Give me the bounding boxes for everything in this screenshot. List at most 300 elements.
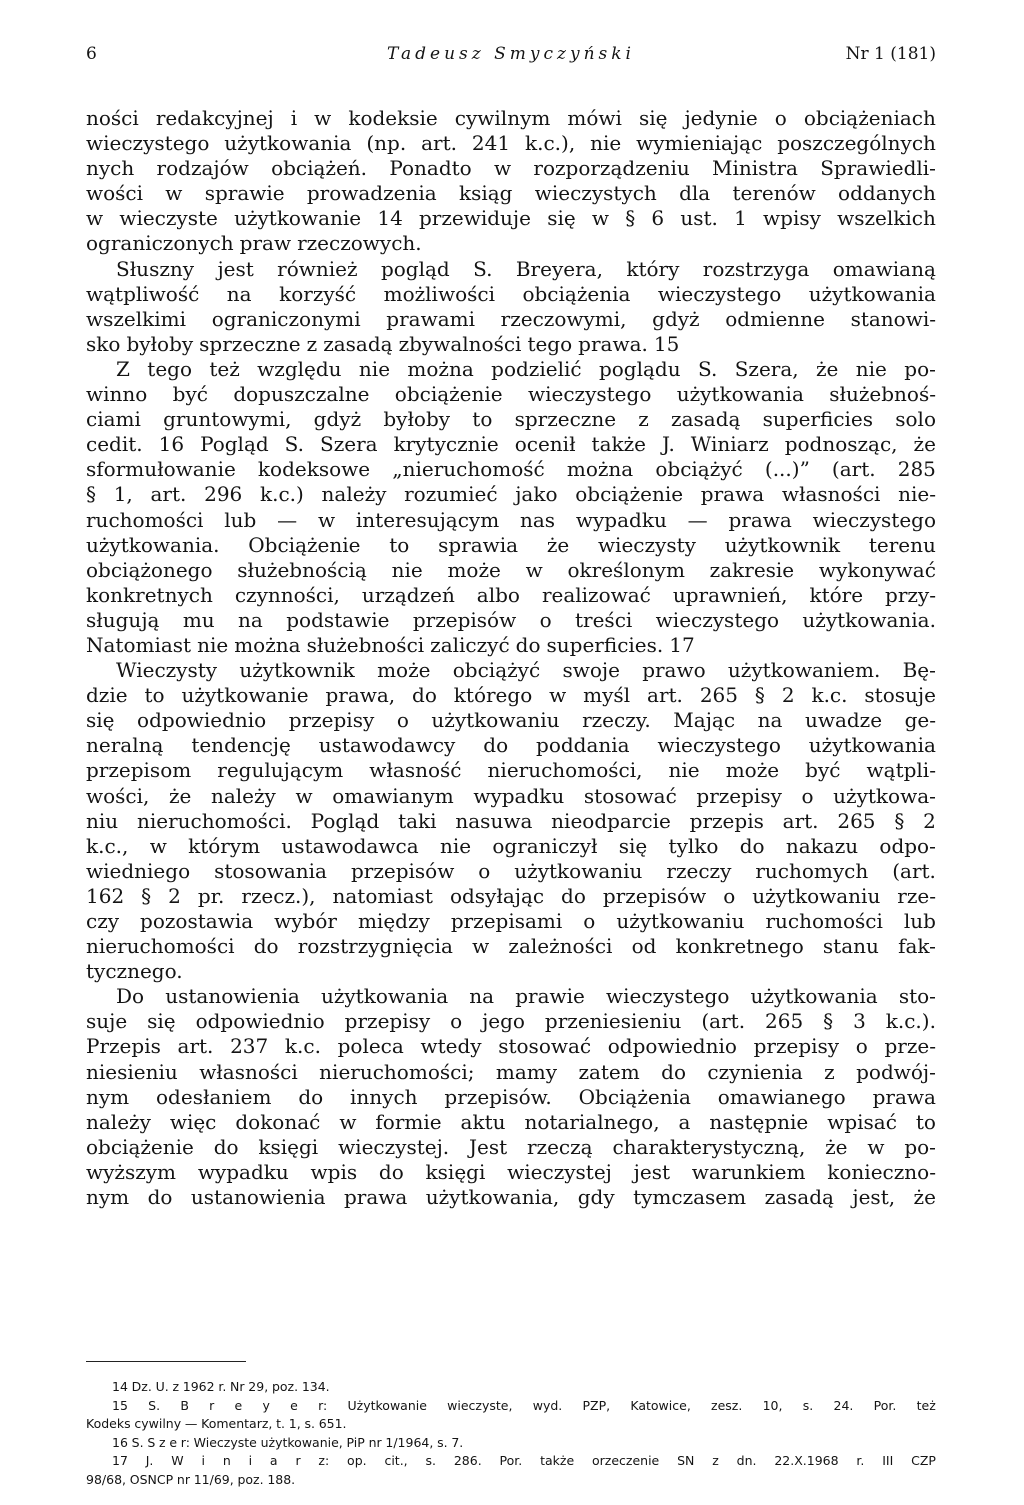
word: zatem — [578, 1059, 640, 1084]
word: do — [378, 1159, 404, 1184]
word: Nr — [230, 1379, 245, 1394]
word: ustawodawcy — [318, 733, 456, 758]
word: 286. — [453, 1453, 482, 1468]
word: można — [234, 632, 301, 657]
text-line — [86, 307, 936, 332]
word: taki — [398, 808, 437, 833]
word: mamy — [495, 1059, 558, 1084]
word: cedit. — [86, 432, 143, 457]
word: przepisów — [412, 607, 517, 632]
footnote-line — [86, 1452, 936, 1471]
word: uprawnień, — [672, 582, 788, 607]
word: art. — [421, 131, 457, 156]
word: o — [583, 909, 596, 933]
word: obciążenie — [86, 1134, 194, 1159]
word: ruchomości — [765, 909, 883, 933]
word: czynności, — [234, 582, 340, 607]
word: nie — [855, 356, 887, 381]
word: cywilny — [134, 1416, 182, 1431]
word: sprawia — [438, 532, 519, 557]
word: użytkowania — [808, 281, 936, 306]
word: w — [867, 1134, 885, 1159]
word: użytkowania — [224, 131, 352, 156]
word: 2 — [781, 683, 795, 708]
word: J. — [661, 432, 675, 457]
word: tendencję — [191, 733, 291, 758]
word: wieczyste — [119, 206, 218, 231]
word: którego — [453, 683, 533, 708]
footnote-line — [86, 1434, 936, 1453]
word: zasadą — [671, 407, 741, 432]
word: Szera, — [734, 356, 799, 381]
word: na — [238, 607, 263, 632]
word: użytkowania — [676, 382, 804, 407]
word: 3 — [853, 1009, 866, 1034]
word: wyższym — [86, 1159, 177, 1184]
word: rzeczowymi, — [500, 306, 627, 331]
word: Obciążenie — [248, 532, 361, 557]
text-line — [86, 758, 936, 783]
word: § — [141, 883, 152, 908]
text-line — [86, 608, 936, 633]
word: zasadą — [764, 1185, 834, 1210]
word: Breyera, — [515, 256, 603, 281]
word: 2 — [923, 808, 936, 833]
word: § — [823, 1009, 834, 1034]
word: gdyż — [313, 407, 362, 432]
word: w — [591, 206, 610, 231]
word: odpowiednio — [195, 1009, 325, 1034]
word: prze- — [884, 1034, 936, 1059]
word: nieruchomości — [86, 934, 235, 959]
word: prowadzenia — [306, 181, 437, 206]
word: jedynie — [684, 106, 758, 130]
word: wybór — [274, 909, 337, 933]
word: notarialnego, — [524, 1109, 660, 1134]
word: 10, — [762, 1397, 783, 1413]
word: także — [540, 1453, 575, 1468]
text-line — [86, 407, 936, 432]
word: wymieniając — [636, 131, 763, 156]
word: oddanych — [838, 181, 936, 206]
word: przepisy — [753, 1034, 840, 1059]
word: wieczystego — [527, 382, 652, 407]
word: użytkowania, — [425, 1185, 560, 1210]
word: można — [407, 356, 474, 381]
word: to — [472, 407, 493, 432]
word: wieczystych — [534, 181, 657, 206]
text-line — [86, 658, 936, 683]
word: obciążonego — [86, 557, 213, 582]
word: które — [809, 582, 864, 607]
word: stosować — [583, 783, 677, 808]
word: Winiarz — [690, 432, 769, 457]
word: tylko — [668, 833, 719, 858]
word: k.c., — [86, 833, 129, 858]
word: przepisy — [288, 708, 375, 733]
word: nieruchomości; — [319, 1059, 475, 1084]
word: po- — [904, 356, 936, 381]
text-line — [86, 332, 936, 357]
word: sko — [86, 331, 121, 356]
word: (art. — [831, 457, 876, 482]
word: z — [172, 1379, 180, 1394]
text-line — [86, 683, 936, 708]
word: treści — [575, 607, 633, 632]
word: gdyż — [652, 306, 700, 331]
word: przepisami — [450, 909, 563, 933]
word: nieruchomości. — [136, 808, 292, 833]
word: swoje — [562, 658, 620, 683]
text-line — [86, 1110, 936, 1135]
word: k.c. — [284, 1034, 321, 1059]
word: zależności — [508, 934, 613, 959]
word: że — [816, 356, 839, 381]
word: omawianą — [832, 256, 936, 281]
word: jest — [633, 1159, 671, 1184]
word: użytkowaniem. — [727, 658, 881, 683]
word: przy- — [885, 582, 936, 607]
word: 6 — [651, 206, 665, 231]
word: podstawie — [286, 607, 390, 632]
word: stanowi- — [850, 306, 936, 331]
word: użytkowania. — [86, 532, 220, 557]
word: w — [493, 156, 512, 181]
word: i — [290, 106, 298, 130]
word: ciami — [86, 407, 141, 432]
word: użytkowania. — [802, 607, 936, 632]
word: nie- — [898, 482, 936, 507]
word: wieczystego — [657, 733, 781, 758]
word: od — [631, 934, 657, 959]
word: S. — [473, 256, 493, 281]
word: praw — [239, 231, 292, 256]
word: o — [855, 1034, 868, 1059]
word: art. — [150, 482, 187, 507]
word: r — [209, 1397, 215, 1413]
body-text — [86, 106, 936, 1210]
word: użytkowaniu — [616, 909, 745, 933]
word: niesieniu — [86, 1059, 178, 1084]
word: przepisów — [350, 858, 455, 883]
word: 162 — [86, 883, 125, 908]
word: byłoby — [383, 407, 451, 432]
word: rzeczy — [666, 858, 732, 883]
word: 16 — [158, 432, 185, 457]
word: ności — [86, 106, 139, 130]
word: rzeczowych. — [297, 231, 422, 256]
word: PZP, — [582, 1397, 611, 1413]
word: nas — [520, 507, 556, 532]
word: na — [757, 708, 783, 733]
word: na — [226, 281, 252, 306]
word: Natomiast — [86, 632, 192, 657]
word: prawa — [872, 1084, 936, 1109]
word: w — [295, 783, 313, 808]
word: podnosząc, — [784, 432, 898, 457]
word: korzyść — [279, 281, 357, 306]
word: odmienne — [725, 306, 825, 331]
word: 17 — [112, 1453, 128, 1468]
word: prawa. — [578, 331, 648, 356]
word: myśl — [583, 683, 631, 708]
word: użytkowanie, — [260, 1434, 343, 1450]
word: być — [805, 758, 841, 783]
word: sprzeczne — [514, 407, 617, 432]
word: wpis — [310, 1159, 358, 1184]
word: w — [165, 181, 183, 206]
word: Sprawiedli- — [820, 156, 936, 181]
word: o — [450, 1009, 463, 1034]
word: określonym — [567, 557, 685, 582]
word: nakazu — [785, 833, 859, 858]
word: prawo — [642, 658, 706, 683]
word: z — [159, 1434, 166, 1450]
word: służebnoś- — [829, 382, 936, 407]
word: między — [357, 909, 430, 933]
word: 237 — [230, 1034, 269, 1059]
word: i — [201, 1453, 205, 1468]
word: ge- — [904, 708, 936, 733]
word: rzeczy. — [582, 708, 651, 733]
word: 1/1964, — [385, 1434, 434, 1450]
word: użytkowaniu — [514, 858, 643, 883]
word: do — [213, 1134, 239, 1159]
word: własność — [369, 758, 462, 783]
word: y — [262, 1397, 270, 1413]
word: terenu — [868, 532, 936, 557]
word: służebności — [306, 632, 425, 657]
word: prawami — [386, 306, 475, 331]
word: wieczystego — [606, 984, 730, 1009]
word: (art. — [892, 858, 936, 883]
word: (...)” — [764, 457, 810, 482]
word: r — [295, 1453, 301, 1468]
word: poszczególnych — [777, 131, 936, 156]
word: prawie — [515, 984, 585, 1009]
word: w — [149, 833, 167, 858]
word: niu — [86, 808, 119, 833]
word: jest — [217, 256, 254, 281]
footnote-line — [86, 1397, 936, 1416]
word: 11/69, — [193, 1471, 234, 1487]
word: ograniczonymi — [211, 306, 361, 331]
word: należy — [86, 1109, 151, 1134]
word: można — [566, 457, 634, 482]
word: dopuszczalne — [233, 382, 370, 407]
text-line — [86, 984, 936, 1009]
word: ruchomości — [86, 507, 204, 532]
word: który — [626, 256, 680, 281]
word: nie — [358, 356, 391, 381]
word: redakcyjnej — [155, 106, 274, 130]
word: Ponadto — [389, 156, 472, 181]
word: Kodeks — [86, 1416, 131, 1431]
word: stanu — [822, 934, 879, 959]
word: tymczasem — [633, 1185, 747, 1210]
word: nie — [439, 833, 472, 858]
word: nasuwa — [455, 808, 533, 833]
word: urządzeń — [361, 582, 455, 607]
word: też — [916, 1397, 936, 1413]
word: że — [169, 783, 192, 808]
word: prawa — [343, 1185, 408, 1210]
word: należy — [210, 783, 276, 808]
word: poz. — [237, 1471, 264, 1487]
word: prawa, — [325, 683, 396, 708]
word: konkretnego — [675, 934, 804, 959]
word: gdy — [577, 1185, 615, 1210]
word: nie — [391, 557, 423, 582]
word: prawa — [700, 482, 765, 507]
word: w — [317, 507, 336, 532]
word: omawianego — [717, 1084, 846, 1109]
word: 134. — [301, 1379, 330, 1394]
word: § — [625, 206, 636, 231]
word: przewiduje — [419, 206, 531, 231]
word: obciążeń. — [271, 156, 368, 181]
word: może — [377, 658, 431, 683]
word: z — [712, 1453, 719, 1468]
word: wieczysty — [597, 532, 696, 557]
text-line — [86, 257, 936, 282]
word: omawianym — [332, 783, 454, 808]
word: (art. — [701, 1009, 746, 1034]
word: ustawodawca — [281, 833, 419, 858]
word: Z — [116, 356, 130, 381]
word: odpowiednio — [137, 708, 267, 733]
word: w — [472, 934, 490, 959]
text-line — [86, 106, 936, 131]
word: r: — [318, 1397, 328, 1413]
word: lub — [903, 909, 936, 933]
word: przeniesieniu — [544, 1009, 682, 1034]
word: solo — [895, 407, 936, 432]
word: warunkiem — [691, 1159, 806, 1184]
word: Dz. — [131, 1379, 152, 1394]
word: 14 — [112, 1379, 128, 1394]
word: 1962 — [182, 1379, 215, 1394]
footnote-separator — [86, 1361, 246, 1362]
word: sprzeczne — [199, 331, 301, 356]
word: podwój- — [856, 1059, 936, 1084]
word: rzeczą — [527, 1134, 593, 1159]
word: wieczystego — [86, 131, 210, 156]
word: czy — [86, 909, 120, 933]
word: 285 — [897, 457, 936, 482]
word: obciążenia — [522, 281, 631, 306]
word: ograniczył — [492, 833, 598, 858]
word: tycznego. — [86, 959, 183, 984]
word: S — [147, 1434, 156, 1450]
word: rozstrzygnięcia — [297, 934, 453, 959]
word: wieczystej — [507, 1159, 612, 1184]
text-line — [86, 1085, 936, 1110]
word: 265 — [699, 683, 738, 708]
word: byłoby — [126, 331, 194, 356]
word: następnie — [709, 1109, 809, 1134]
text-line — [86, 533, 936, 558]
word: może — [725, 758, 780, 783]
word: r: — [180, 1434, 190, 1450]
word: wiedniego — [86, 858, 191, 883]
word: — — [687, 507, 708, 532]
word: do — [412, 683, 437, 708]
word: też — [209, 356, 240, 381]
word: „nieruchomość — [392, 457, 545, 482]
word: podzielić — [491, 356, 582, 381]
word: S. — [131, 1434, 144, 1450]
word: odpo- — [879, 833, 936, 858]
word: o — [396, 708, 409, 733]
text-line — [86, 508, 936, 533]
word: suje — [86, 1009, 128, 1034]
word: pozostawia — [140, 909, 254, 933]
word: wszelkich — [837, 206, 936, 231]
word: na — [469, 984, 495, 1009]
word: się — [618, 833, 648, 858]
word: w — [525, 557, 543, 582]
word: odpowiednio — [607, 1034, 737, 1059]
word: do — [253, 934, 279, 959]
word: dn. — [736, 1453, 757, 1468]
word: do — [561, 883, 586, 908]
word: sprawie — [204, 181, 285, 206]
word: nie — [590, 131, 622, 156]
text-line — [86, 884, 936, 909]
word: własności — [781, 482, 881, 507]
word: wyd. — [532, 1397, 563, 1413]
word: ksiąg — [458, 181, 513, 206]
word: 15 — [112, 1397, 128, 1413]
word: użytkowanie — [234, 206, 362, 231]
text-line — [86, 809, 936, 834]
text-line — [86, 457, 936, 482]
word: służebnością — [237, 557, 367, 582]
text-line — [86, 131, 936, 156]
word: przepisom — [86, 758, 192, 783]
word: wości, — [86, 783, 150, 808]
word: CZP — [911, 1453, 936, 1468]
word: 17 — [669, 632, 695, 657]
word: pogląd — [380, 256, 450, 281]
text-line — [86, 432, 936, 457]
text-line — [86, 834, 936, 859]
word: się — [547, 206, 576, 231]
text-line — [86, 156, 936, 181]
word: w — [549, 683, 567, 708]
word: nych — [86, 156, 135, 181]
word: orzeczenie — [592, 1453, 660, 1468]
word: superficies — [762, 407, 874, 432]
text-line — [86, 1060, 936, 1085]
page-number: 6 — [86, 44, 97, 64]
text-line — [86, 934, 936, 959]
word: również — [277, 256, 358, 281]
word: wieczystej. — [338, 1134, 450, 1159]
word: wieczystego — [812, 507, 936, 532]
word: regulującym — [217, 758, 344, 783]
word: w — [314, 106, 332, 130]
word: k.c. — [811, 683, 848, 708]
word: 29, — [248, 1379, 269, 1394]
word: Użytkowanie — [347, 1397, 427, 1413]
word: że — [913, 1185, 936, 1210]
text-line — [86, 1135, 936, 1160]
word: op. — [347, 1453, 367, 1468]
word: W — [171, 1453, 184, 1468]
word: art. — [647, 683, 683, 708]
